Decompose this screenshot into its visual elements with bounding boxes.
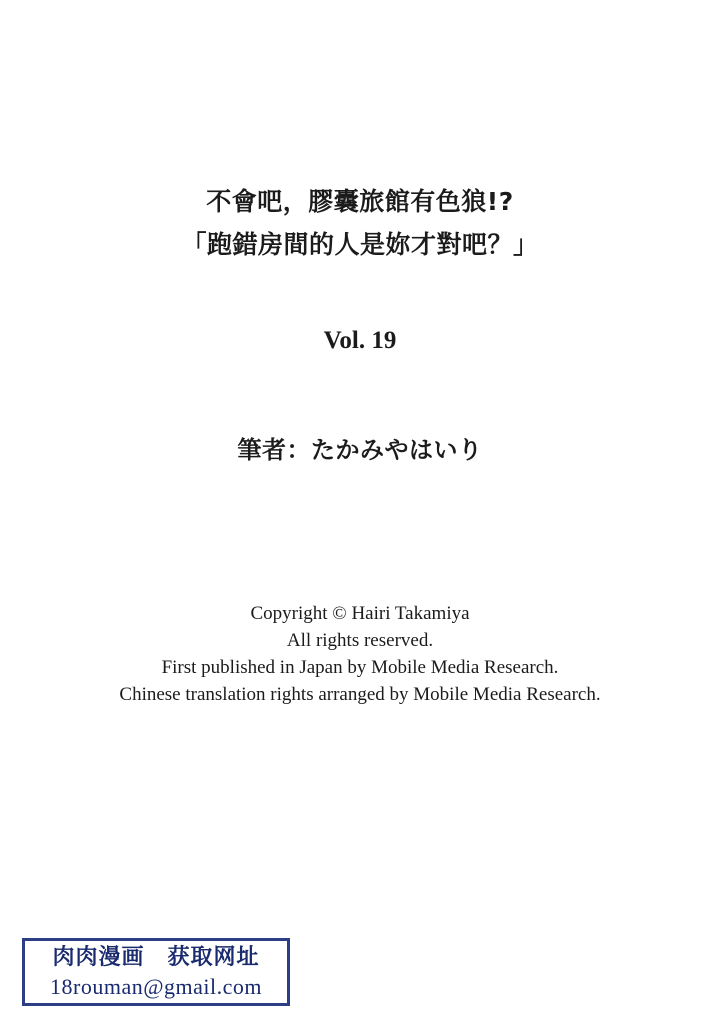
copyright-line-2: All rights reserved. <box>286 630 434 651</box>
volume-label: Vol. 19 <box>323 327 397 354</box>
title-line-2: 「跑錯房間的人是妳才對吧？」 <box>181 230 539 259</box>
copyright-block <box>0 600 720 708</box>
page-title <box>0 180 720 266</box>
copyright-line-4: Chinese translation rights arranged by Mobile Media Research. <box>119 684 601 705</box>
author-label: 筆者：たかみやはいり <box>237 436 483 464</box>
copyright-line-3: First published in Japan by Mobile Media Research. <box>161 657 559 678</box>
watermark-site-name: 肉肉漫画 获取网址 <box>52 945 260 970</box>
watermark-email: 18rouman@gmail.com <box>50 974 262 999</box>
copyright-line-1: Copyright © Hairi Takamiya <box>250 603 470 624</box>
watermark-badge <box>22 938 290 1006</box>
title-line-1: 不會吧，膠囊旅館有色狼!? <box>206 187 514 216</box>
